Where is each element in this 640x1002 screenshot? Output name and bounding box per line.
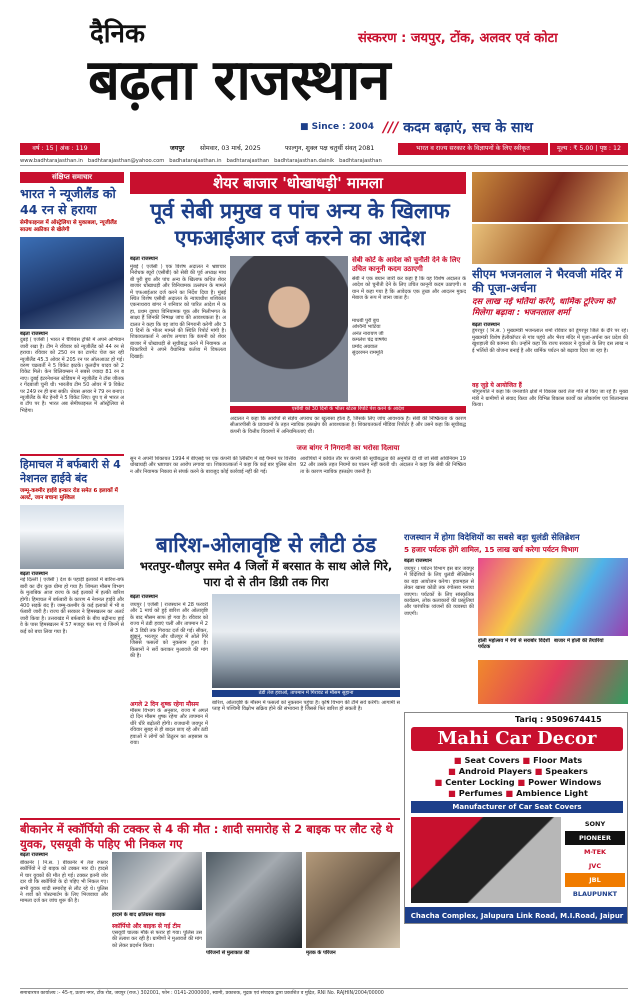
bikaner-photo (112, 852, 202, 910)
pullquote: सेबी कोर्ट के आदेश को चुनौती देने के लिए उचित कानूनी कदम उठाएगी (352, 256, 461, 273)
instagram-link[interactable]: badhtarajasthan.dainik (274, 158, 335, 164)
celebration-caption-2: बाजार में होली की तैयारियां (554, 638, 604, 644)
byline: बढ़ता राजस्थान (20, 331, 48, 337)
contact-bar (20, 157, 628, 166)
celebration-caption-1: होली महोत्सव में रंगों से सराबोर विदेशी पर्यटक (478, 638, 550, 651)
bhajan-story (472, 172, 628, 444)
ad-items: ■ Seat Covers ■ Floor Mats ■ Android Players ■ Speakers ■ Center Locking ■ Power Windows ■ Perfumes ■ Ambience Light (434, 755, 602, 798)
rain-subhead: भरतपुर-धौलपुर समेत 4 जिलों में बरसात के साथ ओले गिरे, पारा दो से तीन डिग्री तक गिरा (139, 559, 393, 589)
bhajan-photo-1 (472, 172, 628, 222)
info-bar (20, 143, 628, 155)
ad-item: Android Players (458, 766, 532, 776)
lead-body: मुंबई ( एजेंसी ) एक विशेष अदालत ने भ्रष्टाचार निरोधक ब्यूरो (एसीबी) को सेबी की पूर्व अध्यक्ष माधबी पुरी बुच और पांच अन्य के खिलाफ कथित शेयर बाजार धोखाधड़ी और विनियामक उल्लंघन के मामले में एफआईआर दर्ज करने का निर्देश दिया है। मुंबई स्थित विशेष एसीबी अदालत के न्यायाधीश शशिकांत एकनाथराव बांगर ने शनिवार को पारित आदेश में कहा, प्रथम दृष्टया विनियामक चूक और मिलीभगत के साक्ष्य हैं जिनकी निष्पक्ष जांच की आवश्यकता है। अदालत ने कहा कि वह जांच की निगरानी करेगी और 30 दिनों के भीतर मामले की स्थिति रिपोर्ट मांगी है। शिकायतकर्ता ने आरोप लगाया कि कंपनी को शेयर बाजार में धोखाधड़ी से सूचीबद्ध करने में नियामक अधिकारियों ने अपने वैधानिक कर्तव्य में विफलता दिखाई। (130, 264, 226, 360)
pullquote-body: सेबी ने एक बयान जारी कर कहा है कि वह विशेष अदालत के आदेश को चुनौती देने के लिए उचित कानूनी कदम उठाएगी। बयान में कहा गया है कि आवेदक एक तुच्छ और आदतन मुकदमेबाज के रूप में जाना जाता है। (352, 276, 466, 302)
lead-story (130, 256, 466, 528)
bhajan-body: डूंगरपुर ( नि.स. ) मुख्यमंत्री भजनलाल शर्मा रविवार को डूंगरपुर जिले के दौरे पर रहे। मुख्यमंत्री विशेष हेलीकॉप्टर से गांव पहुंचे और भैरव मंदिर में पूजा-अर्चना कर प्रदेश की खुशहाली की कामना की। उन्होंने कहा कि राज्य सरकार ने युवाओं के लिए दस लाख नई भर्तियों की योजना बनाई है और धार्मिक पर्यटन को बढ़ावा दिया जा रहा है। (472, 328, 628, 354)
rain-photo-caption: ठंडी तेज हवाओं, तापमान में गिरावट से मौसम सुहाना (212, 690, 400, 697)
bhajan-quote: दस लाख नई भर्तियां करेंगे, धार्मिक टूरिज्म को मिलेगा बढ़ावा : भजनलाल शर्मा (472, 297, 615, 318)
slogan: /// कदम बढ़ाएं, सच के साथ (383, 120, 533, 136)
list-item: माधबी पुरी बुच (352, 318, 379, 324)
celebration-story (404, 558, 628, 706)
himachal-story (20, 454, 124, 814)
list-item: कमलेश चंद्र वार्ष्णेय (352, 337, 387, 344)
bhajan-subhead: वह जुड़े ये आयोजित हैं (472, 382, 522, 390)
himachal-headline: हिमाचल में बर्फबारी से 4 नेशनल हाईवे बंद (20, 454, 124, 486)
list-item: अनंत नारायण जी (352, 330, 384, 337)
list-item: सुंदररमन राममूर्ति (352, 350, 383, 357)
facebook-link[interactable]: badhatarajasthan.in (169, 158, 222, 164)
bikaner-caption-3: मृतक के परिजन (306, 950, 336, 956)
brand-logo: PIONEER (565, 831, 625, 845)
sports-story (20, 172, 124, 414)
lead-body-col2: आरोपियों ने कथित तौर पर कंपनी की सूचीबद्धता की अनुमति दी थी जो सेबी अधिनियम 1992 और उसके तहत नियमों का पालन नहीं करती थी। अदालत ने कहा कि सेबी की निष्क्रियता के कारण न्यायिक हस्तक्षेप जरूरी है। (300, 456, 466, 475)
ad-item-icon: ■ (453, 755, 465, 765)
ad-item: Center Locking (445, 777, 515, 787)
celebration-photo-2 (478, 660, 628, 704)
celebration-headline: राजस्थान में होगा विदेशियों का सबसे बड़ा धुलंडी सेलिब्रेशन (404, 532, 580, 542)
masthead (0, 0, 640, 140)
bikaner-body-2: एसयूवी चालक मौके से फरार हो गया। पुलिस उसकी तलाश कर रही है। ग्रामीणों ने मुआवजे की मांग को लेकर प्रदर्शन किया। (112, 930, 202, 949)
bikaner-headline: बीकानेर में स्कॉर्पियो की टक्कर से 4 की मौत : शादी समारोह से 2 बाइक पर लौट रहे थे युवक, एसयूवी के पहिए भी निकल गए (20, 818, 400, 852)
twitter-link[interactable]: badhtarajasthan (226, 158, 270, 164)
byline: बढ़ता राजस्थान (130, 256, 158, 262)
brand-logo: M-TEK (583, 848, 607, 856)
byline: बढ़ता राजस्थान (20, 571, 48, 577)
rain-story (130, 594, 400, 804)
ad-title: Mahi Car Decor (411, 727, 623, 751)
rain-subhead-2: अगले 2 दिन शुष्क रहेगा मौसम (130, 701, 199, 708)
since-label: ■ Since : 2004 (300, 122, 374, 132)
rain-body-2: मौसम विभाग के अनुसार, राज्य में अगले दो दिन मौसम शुष्क रहेगा और तापमान में धीरे धीरे बढ़ोतरी होगी। राजधानी जयपुर में रविवार सुबह से ही बादल छाए रहे और ठंडी हवाओं ने लोगों को ठिठुरन का अहसास कराया। (130, 708, 208, 747)
pullquote-box (352, 256, 466, 402)
bikaner-subhead: स्कॉर्पियो और बाइक से गई टीम (112, 923, 181, 930)
celebration-photo (478, 558, 628, 636)
ad-product-image (411, 817, 561, 903)
lead-body-col1: सुन ने अपनी शिकायत 1994 में बीएसई पर एक कंपनी की लिस्टिंग में बड़े पैमाने पर वित्तीय धोखाधड़ी और भ्रष्टाचार का आरोप लगाया था। शिकायतकर्ता ने कहा कि कई बार पुलिस स्टेशन और नियामक निकाय से संपर्क करने के बावजूद कोई कार्रवाई नहीं की गई। (130, 456, 296, 475)
footer-imprint: समाचारपत्र कार्यालय :- 45-ए, प्रताप नगर, टोंक रोड, जयपुर (राज.) 302001, फोन : 0141-2000000, स्वामी, प्रकाशक, मुद्रक एवं संपादक द्वारा प्रकाशित व मुद्रित, RNI No. RAJHIN/2004/00000 (20, 988, 628, 998)
list-item: प्रमोद अग्रवाल (352, 343, 378, 350)
byline: बढ़ता राजस्थान (20, 852, 48, 858)
masthead-name: बढ़ता राजस्थान (88, 47, 390, 113)
lead-second-body: अदालत ने कहा कि आरोपों से संज्ञेय अपराध का खुलासा होता है, जिसके लिए जांच आवश्यक है। सेबी की निष्क्रियता के कारण सीआरपीसी के प्रावधानों के तहत न्यायिक हस्तक्षेप की आवश्यकता है। शिकायतकर्ता मीडिया रिपोर्टर है और उसने कहा कि सूचीबद्ध कंपनी के वित्तीय विवरणों में अनियमितताएं थीं। (230, 416, 466, 435)
respondent-list (352, 318, 466, 356)
editions-list: जयपुर, टोंक, अलवर एवं कोटा (410, 31, 558, 46)
ad-address: Chacha Complex, Jalupura Link Road, M.I.Road, Jaipur (405, 907, 628, 924)
ad-phone: Tariq : 9509674415 (515, 715, 602, 724)
sports-headline: भारत ने न्यूजीलैंड को 44 रन से हराया (20, 186, 116, 217)
ad-item: Power Windows (528, 777, 602, 787)
brand-logo: BLAUPUNKT (572, 890, 618, 898)
bikaner-body: बीकानेर ( नि.स. ) बीकानेर में तेज रफ्तार स्कॉर्पियो ने दो बाइक को टक्कर मार दी। हादसे में चार युवकों की मौत हो गई। टक्कर इतनी जोरदार थी कि स्कॉर्पियो के दो पहिए भी निकल गए। सभी युवक शादी समारोह से लौट रहे थे। पुलिस ने शवों को पोस्टमार्टम के लिए भिजवाया और मामला दर्ज कर जांच शुरू की है। (20, 860, 108, 905)
car-decor-ad (404, 712, 628, 924)
ad-mfr: Manufacturer of Car Seat Covers (411, 801, 623, 813)
celebration-body: जयपुर । पर्यटन विभाग इस बार जयपुर में विदेशियों के लिए धुलंडी सेलिब्रेशन का बड़ा आयोजन करेगा। हवामहल से लेकर खासा कोठी तक रंगोत्सव मनाया जाएगा। पर्यटकों के लिए सांस्कृतिक कार्यक्रम, लोक कलाकारों की प्रस्तुतियां और पारंपरिक व्यंजनों की व्यवस्था की जाएगी। (404, 566, 474, 617)
ad-item: Speakers (545, 766, 588, 776)
youtube-link[interactable]: badhtarajasthan (339, 158, 382, 164)
brand-logo: SONY (584, 820, 606, 828)
rain-body: जयपुर ( एजेंसी ) राजस्थान में 28 फरवरी और 1 मार्च को हुई बारिश और ओलावृष्टि के बाद मौसम साफ हो गया है। रविवार को राज्य में ठंडी हवाएं चलीं और तापमान में 2 से 3 डिग्री तक गिरावट दर्ज की गई। सीकर, झुंझुनूं, भरतपुर और धौलपुर में ओले गिरे जिससे फसलों को नुकसान हुआ है। किसानों ने सर्वे कराकर मुआवजे की मांग की है। (130, 602, 208, 660)
ad-item: Seat Covers (464, 755, 520, 765)
date: सोमवार, 03 मार्च, 2025 (200, 145, 261, 152)
lead-photo-caption: एसीबी को 30 दिनों के भीतर स्टेटस रिपोर्ट पेश करने के आदेश (230, 406, 466, 413)
year-issue: वर्ष : 15 | अंक : 119 (20, 143, 100, 155)
bikaner-caption-1: हादसे के बाद क्षतिग्रस्त बाइक (112, 912, 166, 918)
himachal-photo (20, 505, 124, 569)
bikaner-photo-3 (306, 852, 400, 948)
himachal-subhead: जम्मू-कश्मीर हाईवे इन्कार रोड समेत 6 इलाकों में अलर्ट, जान बचाना मुश्किल (20, 488, 118, 501)
ad-brands (565, 817, 625, 901)
byline: बढ़ता राजस्थान (130, 594, 158, 600)
rain-photo (212, 594, 400, 688)
bikaner-story (20, 852, 400, 982)
lead-headline: पूर्व सेबी प्रमुख व पांच अन्य के खिलाफ एफआईआर दर्ज करने का आदेश (150, 199, 450, 250)
celebration-subhead: 5 हजार पर्यटक होंगे शामिल, 15 लाख खर्च करेगा पर्यटन विभाग (404, 545, 579, 554)
rain-headline: बारिश-ओलावृष्टि से लौटी ठंड (155, 533, 377, 557)
price: मूल्य : ₹ 5.00 | पृष्ठ : 12 (550, 143, 628, 155)
lead-photo (230, 256, 348, 402)
bhajan-body-2: श्रीगुरुपति ने कहा कि जनजाति क्षेत्रों में विकास कार्य तेज गति से किए जा रहे हैं। मुख्यमंत्री ने ग्रामीणों से संवाद किया और विभिन्न विकास कार्यों का लोकार्पण एवं शिलान्यास किया। (472, 389, 628, 409)
email-link[interactable]: badhtarajasthan@yahoo.com (87, 158, 165, 164)
city: जयपुर (170, 145, 185, 152)
sports-body: दुबई ( एजेंसी ) भारत ने चैंपियंस ट्रॉफी में अपने अभियान जारी रखा है। टीम ने रविवार को न्यूजीलैंड को 44 रन से हराया। रविवार को 250 रन का टारगेट चेज कर रही न्यूजीलैंड 45.3 ओवर में 205 रन पर ऑलआउट हो गई। वरुण चक्रवर्ती ने 5 विकेट झटके। कुलदीप यादव को 2 विकेट मिले। केन विलियम्सन ने सबसे ज्यादा 81 रन बनाए। दुबई इंटरनेशनल स्टेडियम में न्यूजीलैंड ने टॉस जीतकर गेंदबाजी चुनी थी। भारतीय टीम 50 ओवर में 9 विकेट पर 249 रन ही बना सकी। श्रेयस अय्यर ने 79 रन बनाए। न्यूजीलैंड के मैट हेनरी ने 5 विकेट लिए। ग्रुप ए से भारत अब टॉप पर है। भारत अब सेमीफाइनल में ऑस्ट्रेलिया से भिड़ेगा। (20, 337, 124, 414)
byline: बढ़ता राजस्थान (472, 322, 500, 328)
lead-banner: शेयर बाजार 'धोखाधड़ी' मामला (130, 172, 466, 194)
himachal-body: नई दिल्ली ( एजेंसी ) देश के पहाड़ी इलाकों में बारिश-बर्फबारी का दौर कुछ धीमा हो गया है। शिमला मौसम विभाग के मुताबिक आज राज्य के कई इलाकों में हल्की बारिश होगी। हिमाचल में बर्फबारी के कारण 4 नेशनल हाईवे और 400 सड़कें बंद हैं। जम्मू-कश्मीर के कई इलाकों में भी बर्फबारी जारी है। राज्य की सरकार ने हिमस्खलन का अलर्ट जारी किया है। उत्तराखंड में बर्फबारी के बीच बद्रीनाथ हाईवे के पास हिमस्खलन में 57 मजदूर फंस गए थे जिनमें से कई को बचा लिया गया है। (20, 577, 124, 635)
bhajan-headline: सीएम भजनलाल ने भैरवजी मंदिर में की पूजा-अर्चना (472, 267, 623, 295)
bikaner-photo-2 (206, 852, 302, 948)
section-tag: संक्षिप्त समाचार (20, 172, 124, 183)
bhajan-photo-2 (472, 224, 628, 264)
ad-item: Perfumes (458, 788, 503, 798)
lead-second-head: जज बांगर ने निगरानी का भरोसा दिलाया (296, 444, 400, 452)
sports-photo (20, 237, 124, 329)
web-link[interactable]: www.badhtarajasthan.in (20, 158, 83, 164)
editions (358, 28, 558, 46)
list-item: अश्विनी भाटिया (352, 324, 381, 331)
brand-logo: JBL (565, 873, 625, 887)
brand-logo: JVC (588, 862, 602, 870)
editions-label: संस्करण : (358, 31, 407, 46)
byline: बढ़ता राजस्थान (404, 558, 432, 564)
ad-item: Ambience Light (516, 788, 588, 798)
masthead-tag: दैनिक (90, 19, 145, 49)
ad-item: Floor Mats (533, 755, 583, 765)
bikaner-caption-2: परिजनों से मुलाकात की (206, 950, 250, 956)
reg-note: भारत व राज्य सरकार के विज्ञापनों के लिए स्वीकृत (398, 143, 548, 155)
sports-subhead: सेमीफाइनल में ऑस्ट्रेलिया से मुकाबला, न्यूजीलैंड साउथ अफ्रीका से खेलेगी (20, 220, 117, 233)
rain-body-3: बारिश, ओलावृष्टि के मौसम में फसलों को नुकसान पहुंचा है। कृषि विभाग की टीमें सर्वे करेंगी। आगामी सप्ताह में पश्चिमी विक्षोभ सक्रिय होने की संभावना है जिससे फिर बारिश हो सकती है। (212, 700, 400, 713)
hindu-date: फाल्गुन, शुक्ल पक्ष चतुर्थी संवत् 2081 (285, 145, 375, 152)
